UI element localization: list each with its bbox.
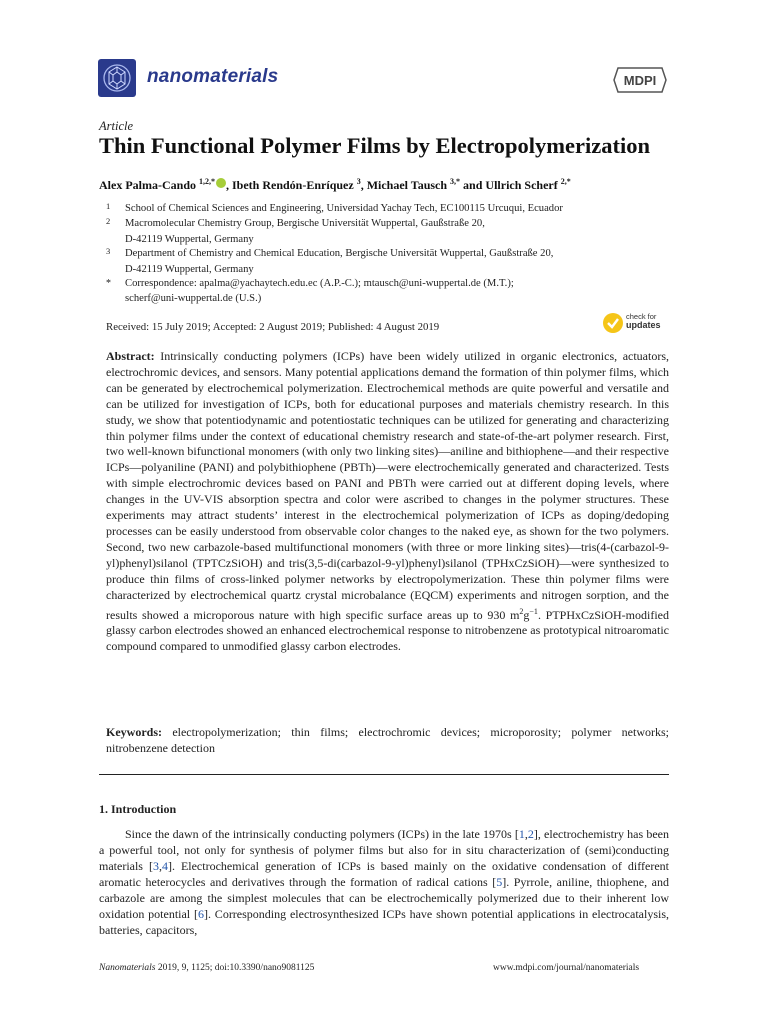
body-paragraph	[99, 826, 669, 938]
affiliation-line: D-42119 Wuppertal, Germany	[125, 264, 254, 275]
orcid-icon[interactable]	[216, 178, 226, 188]
footer-doi[interactable]: 2019, 9, 1125; doi:10.3390/nano9081125	[155, 963, 315, 973]
abstract-superscript: 2	[519, 606, 524, 616]
keywords-text: electropolymerization; thin films; electrochromic devices; microporosity; polymer networks; nitrobenzene detection	[106, 725, 669, 755]
author-conjunction: and	[463, 178, 483, 192]
body-text: ]. Electrochemical generation of ICPs is based mainly on the oxidative condensation of different aromatic heterocycles and derivatives through the formation of radical cations [	[99, 859, 669, 889]
citation-link[interactable]: 2	[527, 827, 534, 841]
journal-name: nanomaterials	[147, 66, 279, 87]
abstract	[106, 349, 669, 655]
correspondence-line[interactable]: scherf@uni-wuppertal.de (U.S.)	[125, 293, 262, 304]
correspondence-line[interactable]: Correspondence: apalma@yachaytech.edu.ec (A.P.-C.); mtausch@uni-wuppertal.de (M.T.);	[125, 278, 514, 289]
abstract-text: . PTPHxCzSiOH-modified glassy carbon electrodes showed an enhanced electrochemical response to nitrobenzene as prototypical nitroaromatic compound compared to unmodified glassy carbon electrodes.	[106, 607, 670, 654]
body-text: ,	[158, 859, 162, 873]
citation-link[interactable]: 1	[518, 827, 525, 841]
mdpi-logo	[612, 66, 668, 94]
abstract-superscript: −1	[529, 606, 538, 616]
footer-url[interactable]: www.mdpi.com/journal/nanomaterials	[493, 963, 640, 973]
affiliation-number: 3	[106, 246, 111, 256]
affiliation-line: Macromolecular Chemistry Group, Bergische Universität Wuppertal, Gaußstraße 20,	[125, 218, 485, 229]
footer-journal: Nanomaterials	[99, 963, 156, 973]
author-affiliation-marker: 3	[356, 177, 361, 186]
check-updates-icon	[602, 312, 624, 334]
body-text: ,	[524, 827, 528, 841]
body-text: ], electrochemistry has been a powerful tool, not only for synthesis of polymer films but also for in situ characterization of (semi)conducting materials [	[99, 827, 670, 873]
citation-link[interactable]: 4	[161, 859, 168, 873]
check-updates-line: updates	[626, 320, 661, 330]
abstract-text: g	[523, 607, 530, 622]
article-type: Article	[99, 119, 134, 133]
keywords-label: Keywords:	[106, 725, 162, 739]
author-name: Michael Tausch	[366, 178, 448, 192]
abstract-text: Intrinsically conducting polymers (ICPs) have been widely utilized in organic electronics, actuators, electrochromic devices, and sensors. Many potential applications demand the formation of thin polymer films, which can be generated by electrochemical polymerization. Electrochemical methods are quite powerful and versatile and can be utilized for investigation of ICPs, both for educational purposes and materials chemistry research. In this study, we show that potentiodynamic and potentiostatic techniques can be utilized for generating and characterizing thin polymer films under the context of educational chemistry research and state-of-the-art polymer research. First, two well-known bifunctional monomers (with only two linking sites)—aniline and bithiophene—and their respective ICPs—polyaniline (PANI) and polybithiophene (PBTh)—were electrochemically generated and characterized. Tests with simple electrochromic devices based on PANI and PBTh were carried out at different doping levels, where changes in the UV-VIS absorption spectra and color were ascribed to changes in the polymer structures. These experiments may attract students’ interest in the electrochemical polymerization of ICPs as doping/dedoping processes can be easily understood from observable color changes to the naked eye, as shown for the two polymers. Second, two new carbazole-based multifunctional monomers (with three or more linking sites)—tris(4-(carbazol-9-yl)phenyl)silanol (TPTCzSiOH) and tris(3,5-di(carbazol-9-yl)phenyl)silanol (TPHxCzSiOH)—were synthesized to produce thin films of cross-linked polymer networks by electropolymerization. These thin polymer films were characterized by electrochemical quartz crystal microbalance (EQCM) experiments and nitrogen sorption, and the results showed a microporous nature with high specific surface areas up to 930 m	[106, 349, 670, 622]
check-updates-line: check for	[626, 312, 657, 321]
affiliation-number: 2	[106, 216, 111, 226]
footer-citation	[99, 963, 314, 973]
correspondence-marker: *	[106, 278, 111, 289]
abstract-label: Abstract:	[106, 349, 155, 363]
body-text: ]. Pyrrole, aniline, thiophene, and carbazole are among the simplest molecules that can be electrochemically polymerized due to their inherent low oxidation potential [	[99, 875, 669, 921]
author-name: Ibeth Rendón-Enríquez	[232, 178, 354, 192]
body-text: ]. Corresponding electrosynthesized ICPs have shown potential applications in electrocatalysis, batteries, capacitors,	[99, 907, 670, 937]
section-heading: 1. Introduction	[99, 802, 177, 816]
author-list: Alex Palma-Cando $^{1,2,*}$ , Ibeth Rendón-Enríquez $^3$, Michael Tausch $^{3,*}$ and Ullrich Scherf $^{2,*}$	[99, 177, 571, 192]
divider	[99, 774, 669, 775]
author-name: Ullrich Scherf	[485, 178, 558, 192]
affiliation-line: School of Chemical Sciences and Engineering, Universidad Yachay Tech, EC100115 Urcuqui, Ecuador	[125, 203, 563, 214]
citation-link[interactable]: 5	[496, 875, 503, 889]
author-affiliation-marker: 2,*	[560, 177, 571, 186]
keywords	[106, 724, 669, 756]
citation-link[interactable]: 3	[152, 859, 159, 873]
affiliation-line: D-42119 Wuppertal, Germany	[125, 234, 254, 245]
page-title: Thin Functional Polymer Films by Electropolymerization	[99, 133, 651, 158]
affiliation-line: Department of Chemistry and Chemical Education, Bergische Universität Wuppertal, Gaußstraße 20,	[125, 248, 554, 259]
affiliation-number: 1	[106, 201, 111, 211]
author-affiliation-marker: 1,2,*	[199, 177, 215, 186]
author-affiliation-marker: 3,*	[450, 177, 461, 186]
mdpi-logo-text: MDPI	[623, 73, 657, 88]
journal-logo	[98, 59, 136, 97]
citation-link[interactable]: 6	[197, 907, 204, 921]
check-for-updates-badge[interactable]	[602, 311, 672, 335]
author-name: Alex Palma-Cando	[99, 178, 196, 192]
body-text: Since the dawn of the intrinsically conducting polymers (ICPs) in the late 1970s [	[125, 827, 519, 841]
publication-dates: Received: 15 July 2019; Accepted: 2 August 2019; Published: 4 August 2019	[106, 321, 440, 333]
